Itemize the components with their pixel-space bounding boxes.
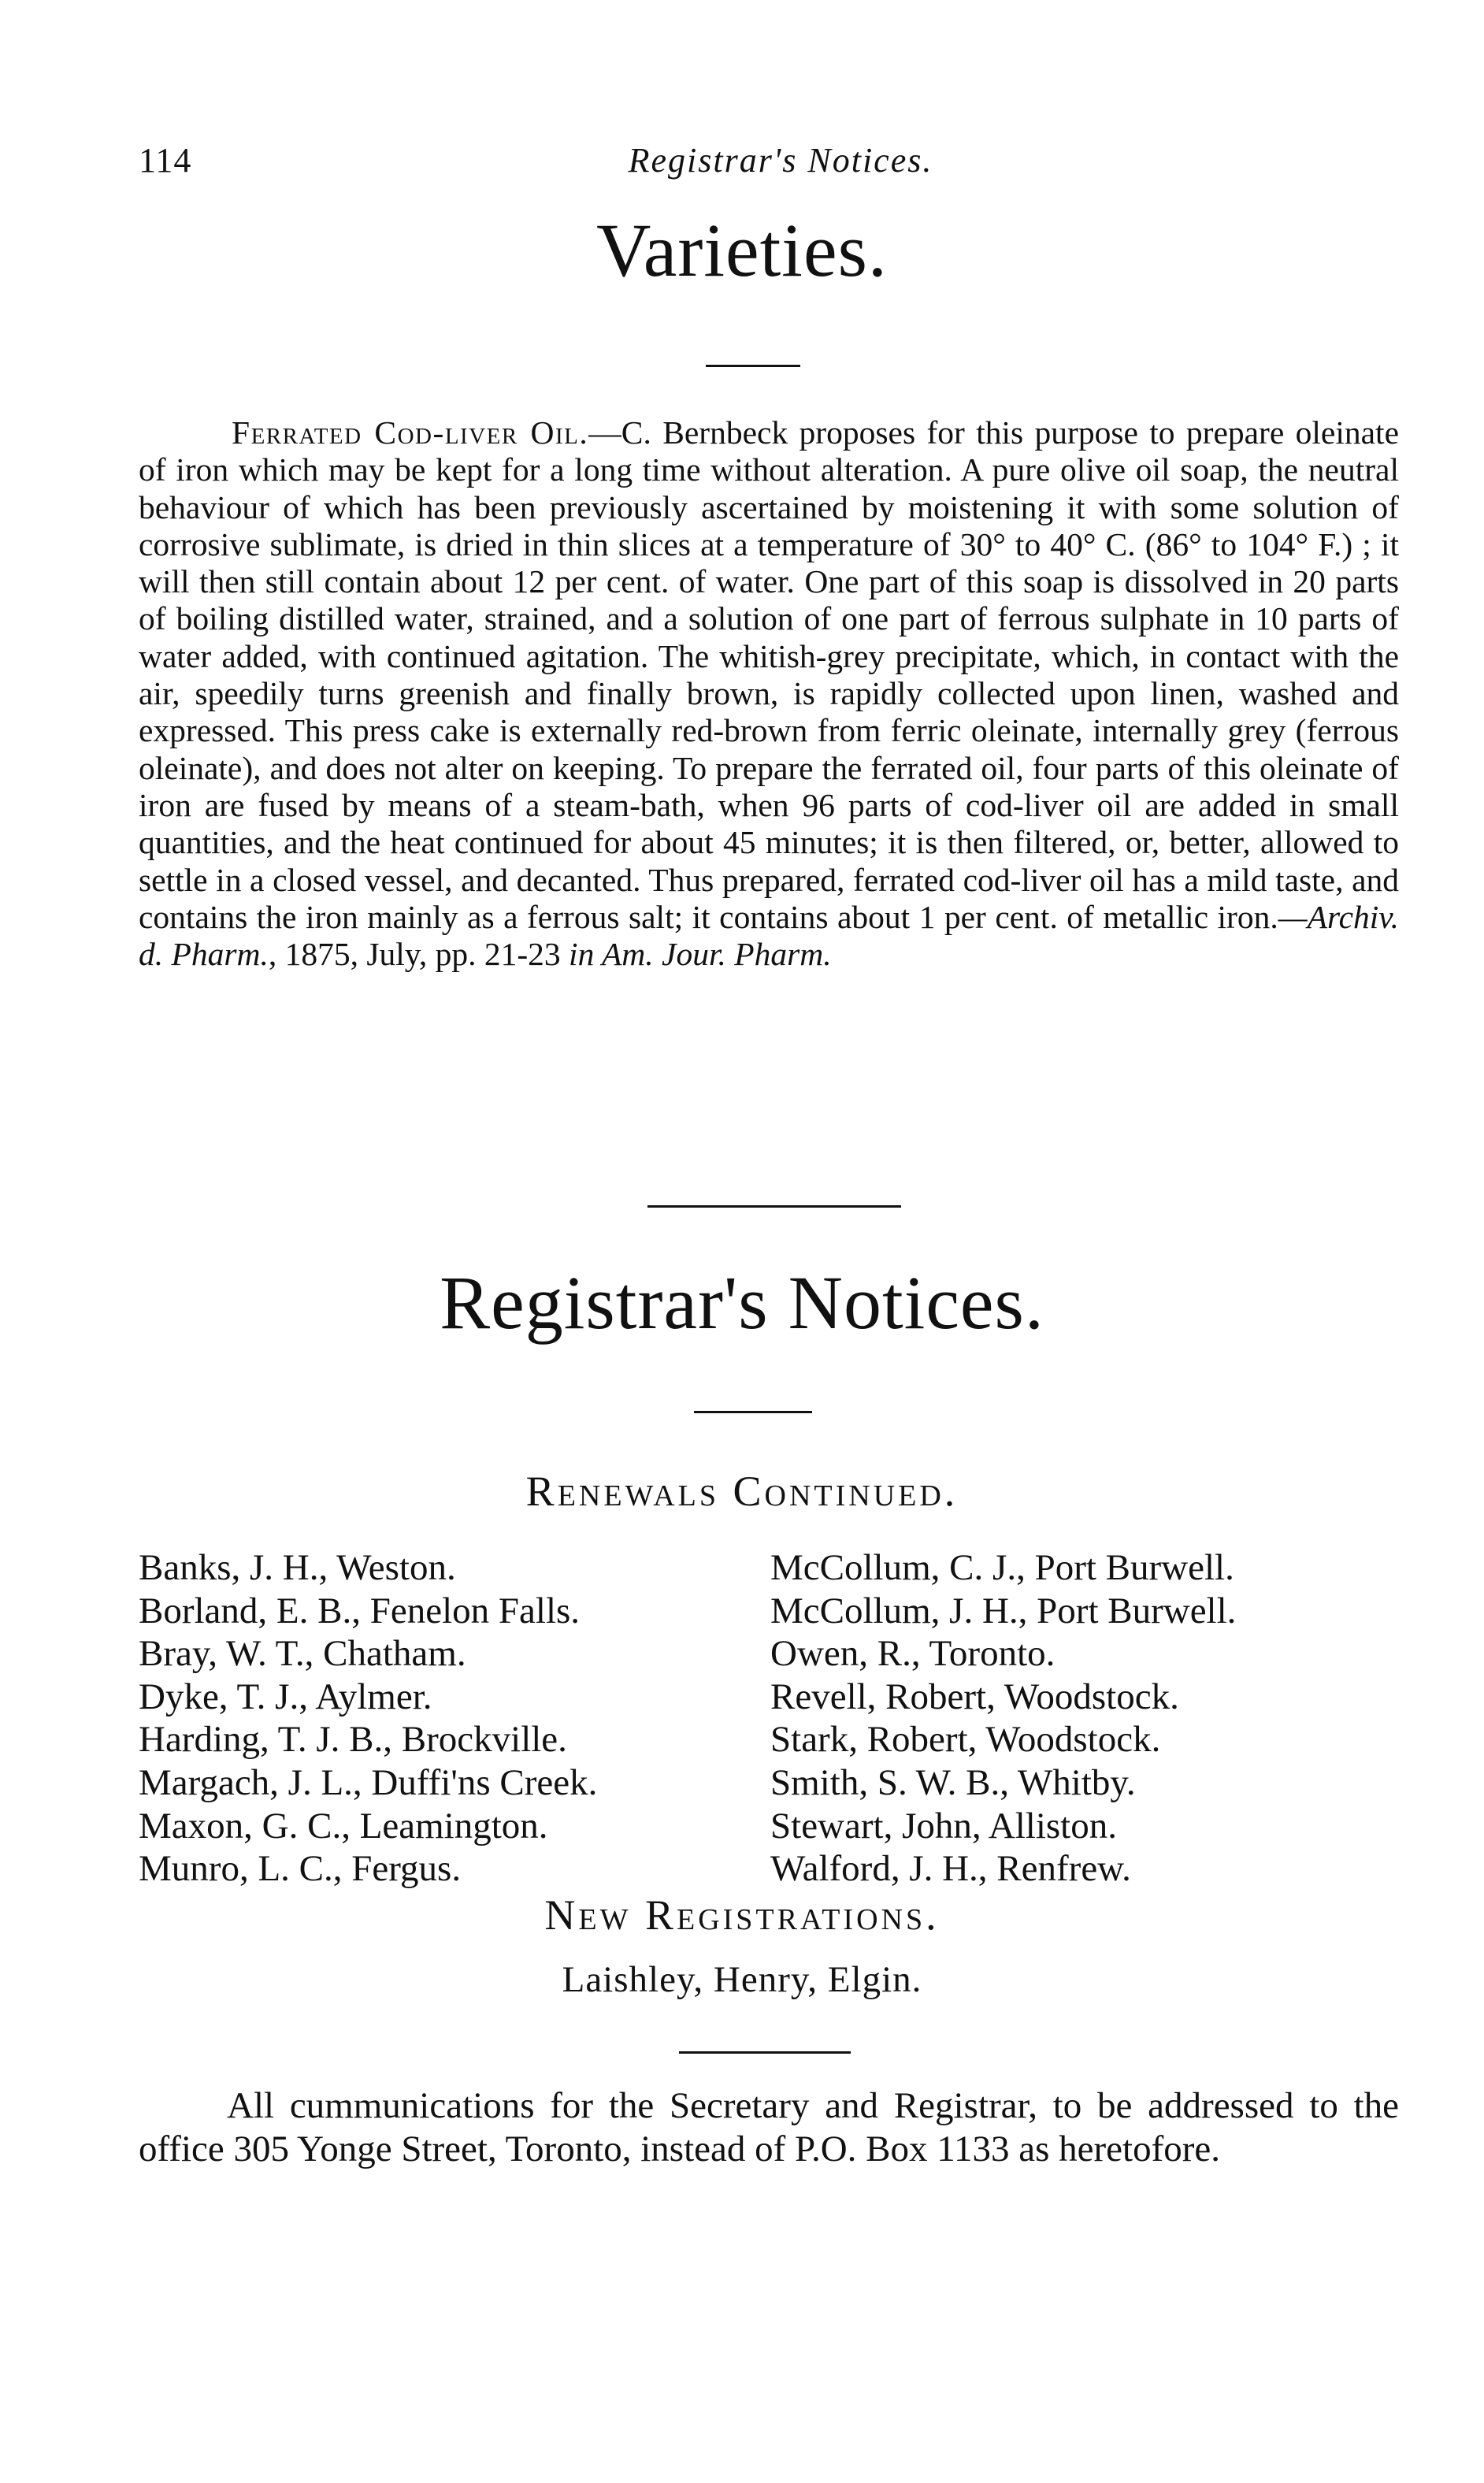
renewals-list-right <box>770 1546 1236 1891</box>
list-item: Bray, W. T., Chatham. <box>139 1633 466 1675</box>
list-item: Banks, J. H., Weston. <box>139 1547 456 1588</box>
page-number: 114 <box>139 141 192 180</box>
article-citation-source: —Archiv. d. Pharm. <box>139 898 1399 973</box>
ferrated-cod-liver-oil-article <box>139 414 1399 973</box>
running-title: Registrar's Notices. <box>628 141 933 180</box>
article-citation-journal: in Am. Jour. Pharm. <box>569 936 832 973</box>
list-item: Stark, Robert, Woodstock. <box>770 1719 1161 1761</box>
list-item: Munro, L. C., Fergus. <box>139 1848 462 1890</box>
notice-text: All cummunications for the Secretary and Registrar, to be addressed to the office 305 Yonge Street, Toronto, instead of P.O. Box 1133 as heretofore. <box>139 2085 1399 2169</box>
title-rule <box>694 1411 812 1413</box>
list-item: Stewart, John, Alliston. <box>770 1805 1117 1846</box>
list-item: Dyke, T. J., Aylmer. <box>139 1676 432 1717</box>
section-divider <box>647 1205 901 1208</box>
list-item: McCollum, J. H., Port Burwell. <box>770 1590 1237 1631</box>
article-citation-date: , 1875, July, pp. 21-23 <box>268 936 569 973</box>
article-lead: Ferrated Cod-liver Oil. <box>232 414 589 451</box>
renewals-heading: Renewals Continued. <box>525 1468 959 1515</box>
list-item: Smith, S. W. B., Whitby. <box>770 1761 1136 1803</box>
registrar-notices-title: Registrar's Notices. <box>440 1260 1044 1345</box>
running-head <box>139 140 1399 187</box>
new-registrations-heading: New Registrations. <box>544 1891 940 1939</box>
list-item: Borland, E. B., Fenelon Falls. <box>139 1590 581 1631</box>
list-item: Margach, J. L., Duffi'ns Creek. <box>139 1761 598 1803</box>
renewals-list-left <box>139 1546 597 1891</box>
title-rule <box>706 365 800 367</box>
list-item: Revell, Robert, Woodstock. <box>770 1676 1179 1717</box>
list-item: Maxon, G. C., Leamington. <box>139 1805 548 1846</box>
list-item: Owen, R., Toronto. <box>770 1633 1055 1675</box>
new-registration-entry: Laishley, Henry, Elgin. <box>562 1959 922 2000</box>
article-body: —C. Bernbeck proposes for this purpose to prepare oleinate of iron which may be kept for a long time without alteration. A pure olive oil soap, the neutral behaviour of which has been previously ascertained by moistening it with some solution of corrosive sublimate, is dried in thin slices at a temperature of 30° to 40° C. (86° to 104° F.) ; it will then still contain about 12 per cent. of water. One part of this soap is dissolved in 20 parts of boiling distilled water, strained, and a solution of one part of ferrous sulphate in 10 parts of water added, with continued agitation. The whitish-grey precipitate, which, in contact with the air, speedily turns greenish and finally brown, is rapidly collected upon linen, washed and expressed. This press cake is externally red-brown from ferric oleinate, internally grey (ferrous oleinate), and does not alter on keeping. To prepare the ferrated oil, four parts of this oleinate of iron are fused by means of a steam-bath, when 96 parts of cod-liver oil are added in small quantities, and the heat continued for about 45 minutes; it is then filtered, or, better, allowed to settle in a closed vessel, and decanted. Thus prepared, ferrated cod-liver oil has a mild taste, and contains the iron mainly as a ferrous salt; it contains about 1 per cent. of metallic iron. <box>139 414 1400 935</box>
varieties-title: Varieties. <box>596 208 888 292</box>
list-item: McCollum, C. J., Port Burwell. <box>770 1547 1234 1588</box>
list-item: Harding, T. J. B., Brockville. <box>139 1719 567 1761</box>
address-notice <box>139 2084 1399 2171</box>
list-item: Walford, J. H., Renfrew. <box>770 1848 1131 1890</box>
section-divider <box>679 2051 851 2054</box>
